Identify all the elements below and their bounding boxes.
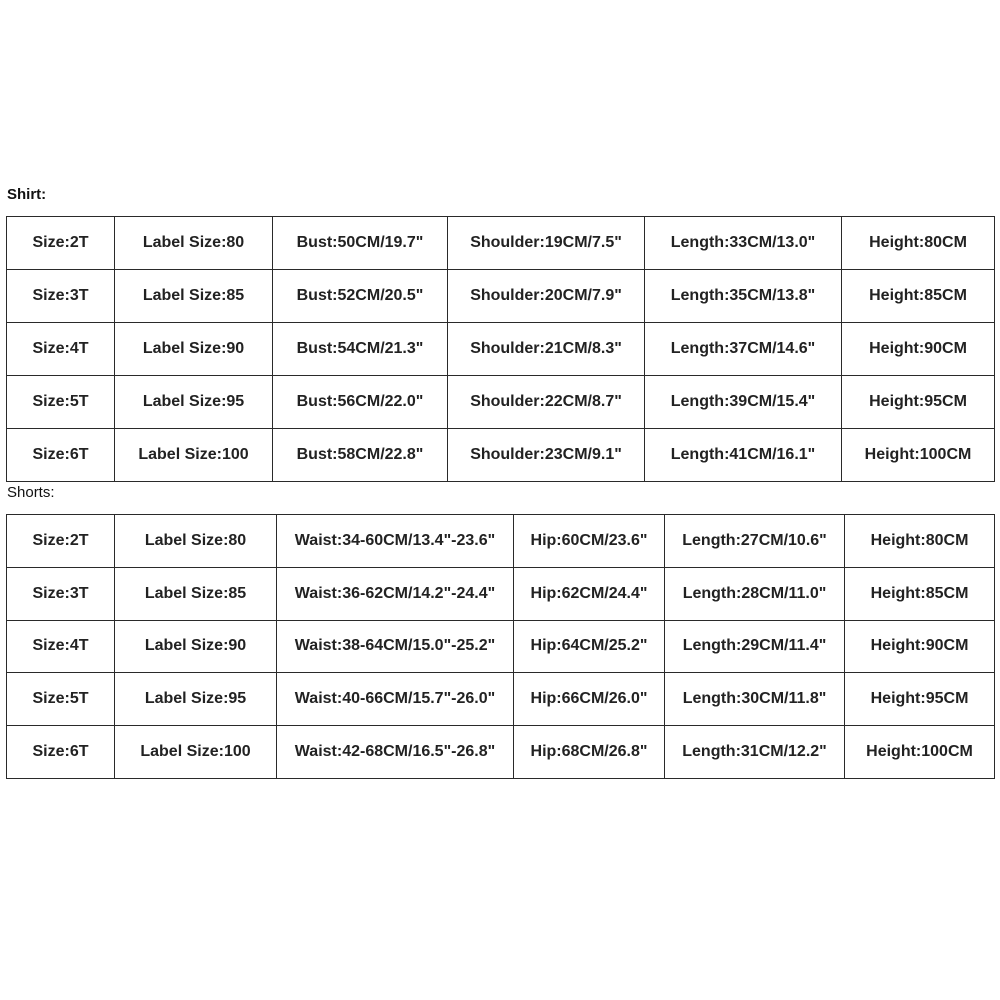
shoulder-cell: Shoulder:22CM/8.7" (448, 376, 645, 429)
table-row (7, 270, 995, 323)
size-cell: Size:6T (7, 726, 115, 779)
length-cell: Length:33CM/13.0" (645, 217, 842, 270)
shoulder-cell: Shoulder:20CM/7.9" (448, 270, 645, 323)
hip-cell: Hip:64CM/25.2" (514, 620, 665, 673)
height-cell: Height:90CM (845, 620, 995, 673)
shorts-size-table (6, 514, 995, 779)
height-cell: Height:95CM (842, 376, 995, 429)
size-cell: Size:4T (7, 323, 115, 376)
waist-cell: Waist:38-64CM/15.0"-25.2" (277, 620, 514, 673)
length-cell: Length:39CM/15.4" (645, 376, 842, 429)
waist-cell: Waist:34-60CM/13.4"-23.6" (277, 515, 514, 568)
size-cell: Size:5T (7, 376, 115, 429)
size-cell: Size:2T (7, 217, 115, 270)
bust-cell: Bust:58CM/22.8" (273, 429, 448, 482)
shorts-section-title: Shorts: (7, 484, 55, 501)
size-cell: Size:6T (7, 429, 115, 482)
size-cell: Size:3T (7, 270, 115, 323)
waist-cell: Waist:36-62CM/14.2"-24.4" (277, 567, 514, 620)
table-row (7, 726, 995, 779)
table-row (7, 217, 995, 270)
hip-cell: Hip:66CM/26.0" (514, 673, 665, 726)
height-cell: Height:100CM (842, 429, 995, 482)
label-size-cell: Label Size:95 (115, 376, 273, 429)
label-size-cell: Label Size:90 (115, 323, 273, 376)
table-row (7, 567, 995, 620)
shirt-size-table (6, 216, 995, 482)
shoulder-cell: Shoulder:23CM/9.1" (448, 429, 645, 482)
length-cell: Length:35CM/13.8" (645, 270, 842, 323)
hip-cell: Hip:68CM/26.8" (514, 726, 665, 779)
length-cell: Length:28CM/11.0" (665, 567, 845, 620)
table-row (7, 620, 995, 673)
bust-cell: Bust:56CM/22.0" (273, 376, 448, 429)
length-cell: Length:30CM/11.8" (665, 673, 845, 726)
size-cell: Size:4T (7, 620, 115, 673)
label-size-cell: Label Size:80 (115, 515, 277, 568)
table-row (7, 673, 995, 726)
height-cell: Height:85CM (842, 270, 995, 323)
label-size-cell: Label Size:90 (115, 620, 277, 673)
label-size-cell: Label Size:95 (115, 673, 277, 726)
bust-cell: Bust:54CM/21.3" (273, 323, 448, 376)
length-cell: Length:27CM/10.6" (665, 515, 845, 568)
waist-cell: Waist:42-68CM/16.5"-26.8" (277, 726, 514, 779)
length-cell: Length:37CM/14.6" (645, 323, 842, 376)
height-cell: Height:85CM (845, 567, 995, 620)
table-row (7, 376, 995, 429)
shirt-section-title: Shirt: (7, 186, 47, 203)
size-cell: Size:3T (7, 567, 115, 620)
height-cell: Height:95CM (845, 673, 995, 726)
table-row (7, 323, 995, 376)
height-cell: Height:80CM (845, 515, 995, 568)
height-cell: Height:80CM (842, 217, 995, 270)
hip-cell: Hip:62CM/24.4" (514, 567, 665, 620)
label-size-cell: Label Size:100 (115, 726, 277, 779)
table-row (7, 515, 995, 568)
length-cell: Length:29CM/11.4" (665, 620, 845, 673)
size-cell: Size:2T (7, 515, 115, 568)
bust-cell: Bust:50CM/19.7" (273, 217, 448, 270)
label-size-cell: Label Size:85 (115, 270, 273, 323)
shoulder-cell: Shoulder:19CM/7.5" (448, 217, 645, 270)
height-cell: Height:100CM (845, 726, 995, 779)
shoulder-cell: Shoulder:21CM/8.3" (448, 323, 645, 376)
length-cell: Length:41CM/16.1" (645, 429, 842, 482)
table-row (7, 429, 995, 482)
hip-cell: Hip:60CM/23.6" (514, 515, 665, 568)
label-size-cell: Label Size:80 (115, 217, 273, 270)
bust-cell: Bust:52CM/20.5" (273, 270, 448, 323)
length-cell: Length:31CM/12.2" (665, 726, 845, 779)
label-size-cell: Label Size:85 (115, 567, 277, 620)
label-size-cell: Label Size:100 (115, 429, 273, 482)
waist-cell: Waist:40-66CM/15.7"-26.0" (277, 673, 514, 726)
size-cell: Size:5T (7, 673, 115, 726)
height-cell: Height:90CM (842, 323, 995, 376)
